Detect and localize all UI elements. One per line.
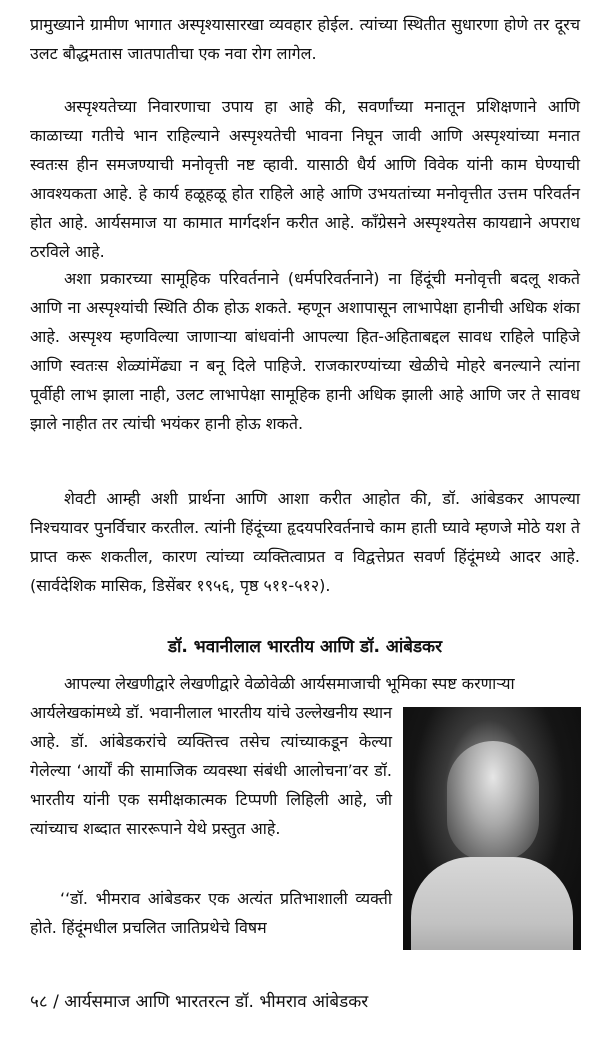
quote-start: ‘‘डॉ. भीमराव आंबेडकर एक अत्यंत प्रतिभाशाली व्यक्ती होते. हिंदूंमधील प्रचलित जातिप्रथेचे विषम	[30, 889, 392, 937]
bio-first-line: आपल्या लेखणीद्वारे लेखणीद्वारे वेळोवेळी आर्यसमाजाची भूमिका स्पष्ट करणाऱ्या	[64, 674, 515, 693]
bio-paragraph: आर्यलेखकांमध्ये डॉ. भवानीलाल भारतीय यांचे उल्लेखनीय स्थान आहे. डॉ. आंबेडकरांचे व्यक्तित्त्व तसेच त्यांच्याकडून केल्या गेलेल्या ‘आर्यों की सामाजिक व्यवस्था संबंधी आलोचना’वर डॉ. भारतीय यांनी एक समीक्षकात्मक टिप्पणी लिहिली आहे, जी त्यांच्याच शब्दात साररूपाने येथे प्रस्तुत आहे.	[30, 703, 392, 838]
portrait-head	[447, 741, 539, 861]
paragraph-remedy: अस्पृश्यतेच्या निवारणाचा उपाय हा आहे की, सवर्णांच्या मनातून प्रशिक्षणाने आणि काळाच्या गतीचे भान राहिल्याने अस्पृश्यतेची भावना निघून जावी आणि अस्पृश्यांच्या मनात स्वतःस हीन समजण्याची मनोवृत्ती नष्ट व्हावी. यासाठी धैर्य आणि विवेक यांनी काम घेण्याची आवश्यकता आहे. हे कार्य हळूहळू होत राहिले आहे आणि उभयतांच्या मनोवृत्तीत उत्तम परिवर्तन होत आहे. आर्यसमाज या कामात मार्गदर्शन करीत आहे. काँग्रेसने अस्पृश्यतेस कायद्याने अपराध ठरविले आहे.	[30, 97, 580, 261]
paragraph-closing: शेवटी आम्ही अशी प्रार्थना आणि आशा करीत आहोत की, डॉ. आंबेडकर आपल्या निश्चयावर पुनर्विचार करतील. त्यांनी हिंदूंच्या हृदयपरिवर्तनाचे काम हाती घ्यावे म्हणजे मोठे यश ते प्राप्त करू शकतील, कारण त्यांच्या व्यक्तित्वाप्रत व विद्वत्तेप्रत सवर्ण हिंदूंमध्ये आदर आहे. (सार्वदेशिक मासिक, डिसेंबर १९५६, पृष्ठ ५११-५१२).	[30, 489, 580, 595]
portrait-shirt	[411, 857, 573, 950]
paragraph-intro: प्रामुख्याने ग्रामीण भागात अस्पृश्यासारखा व्यवहार होईल. त्यांच्या स्थितीत सुधारणा होणे तर दूरच उलट बौद्धमतास जातपातीचा एक नवा रोग लागेल.	[30, 15, 580, 63]
paragraph-collective-conversion: अशा प्रकारच्या सामूहिक परिवर्तनाने (धर्मपरिवर्तनाने) ना हिंदूंची मनोवृत्ती बदलू शकते आणि ना अस्पृश्यांची स्थिति ठीक होऊ शकते. म्हणून अशापासून लाभापेक्षा हानीची अधिक शंका आहे. अस्पृश्य म्हणविल्या जाणाऱ्या बांधवांनी आपल्या हित-अहिताबद्दल सावध राहिले पाहिजे आणि स्वतःस शेळ्यांमेंढ्या न बनू दिले पाहिजे. राजकारण्यांच्या खेळीचे मोहरे बनल्याने त्यांना पूर्वीही लाभ झाला नाही, उलट लाभापेक्षा सामूहिक हानी अधिक झाली आहे आणि जर ते सावध झाले नाहीत तर त्यांची भयंकर हानी होऊ शकते.	[30, 269, 580, 433]
page-footer: ५८ / आर्यसमाज आणि भारतरत्न डॉ. भीमराव आंबेडकर	[30, 992, 369, 1012]
portrait-photo	[403, 707, 581, 950]
section-heading: डॉ. भवानीलाल भारतीय आणि डॉ. आंबेडकर	[167, 637, 443, 657]
